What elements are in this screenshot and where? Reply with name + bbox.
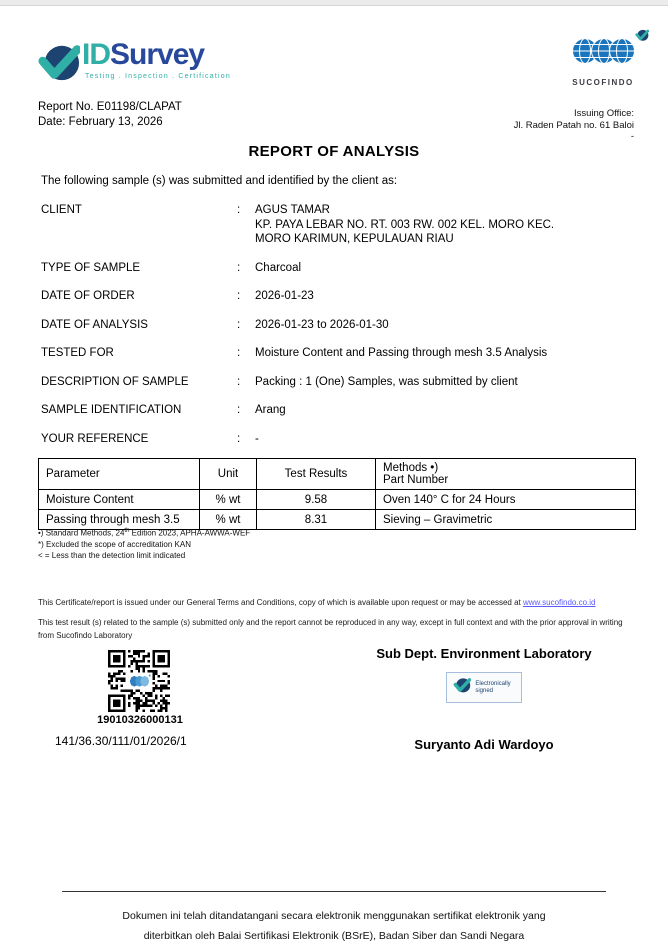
cell-method: Oven 140° C for 24 Hours bbox=[376, 490, 636, 510]
signed-badge-text: Electronically signed bbox=[475, 680, 511, 694]
field-label: DATE OF ORDER bbox=[41, 290, 135, 302]
cell-method: Sieving – Gravimetric bbox=[376, 510, 636, 530]
footnote-detection-limit: < = Less than the detection limit indicated bbox=[38, 550, 186, 560]
field-label: TESTED FOR bbox=[41, 347, 114, 359]
field-value: Moisture Content and Passing through mesh 3.5 Analysis bbox=[255, 347, 548, 359]
qr-code bbox=[55, 650, 225, 712]
field-colon: : bbox=[237, 318, 241, 331]
idsurvey-logo bbox=[38, 40, 231, 89]
footnote-standard-methods: •) Standard Methods, 24th Edition 2023, APHA-AWWA-WEF bbox=[38, 528, 251, 538]
field-colon: : bbox=[237, 432, 241, 445]
terms-paragraph-2: This test result (s) related to the sample (s) submitted only and the report cannot be reproduced in any way, except in full context and with the prior approval in writing from Sucofindo Laboratory bbox=[38, 617, 623, 640]
footer-text-line2: diterbitkan oleh Balai Sertifikasi Elektronik (BSrE), Badan Siber dan Sandi Negara bbox=[143, 930, 525, 942]
field-client bbox=[41, 203, 633, 247]
table-footnotes bbox=[38, 526, 250, 561]
field-colon: : bbox=[237, 404, 241, 416]
footer-text-line1: Dokumen ini telah ditandatangani secara elektronik menggunakan sertifikat elektronik yang bbox=[122, 910, 546, 922]
field-label: DATE OF ANALYSIS bbox=[41, 318, 148, 331]
field-value: Arang bbox=[255, 404, 286, 416]
issuing-office-address: Jl. Raden Patah no. 61 Baloi bbox=[513, 119, 634, 131]
header-test-results: Test Results bbox=[257, 459, 376, 490]
field-label: CLIENT bbox=[41, 204, 82, 216]
footer-divider bbox=[62, 891, 606, 892]
signer-name: Suryanto Adi Wardoyo bbox=[414, 737, 554, 752]
header-unit: Unit bbox=[200, 459, 257, 490]
table-row bbox=[39, 490, 636, 510]
signature-block bbox=[334, 646, 634, 752]
field-date-of-analysis bbox=[41, 318, 633, 333]
field-tested-for bbox=[41, 346, 633, 361]
field-label: DESCRIPTION OF SAMPLE bbox=[41, 375, 189, 388]
signature-department: Sub Dept. Environment Laboratory bbox=[376, 646, 592, 661]
field-value: 2026-01-23 to 2026-01-30 bbox=[255, 318, 389, 331]
issuing-office bbox=[514, 108, 634, 143]
field-value: AGUS TAMAR KP. PAYA LEBAR NO. RT. 003 RW. 002 KEL. MORO KEC. MORO KARIMUN, KEPULAUAN RIAU bbox=[255, 204, 555, 245]
results-table bbox=[38, 458, 636, 530]
cell-parameter: Passing through mesh 3.5 bbox=[39, 510, 200, 530]
field-label: TYPE OF SAMPLE bbox=[41, 261, 141, 274]
field-colon: : bbox=[237, 204, 241, 216]
sucofindo-logo bbox=[563, 32, 643, 87]
terms-paragraph-1: This Certificate/report is issued under our General Terms and Conditions, copy of which is available upon request or may be accessed at www.sucofindo.co.id bbox=[38, 598, 596, 607]
sucofindo-globes-icon bbox=[570, 59, 636, 76]
cell-unit: % wt bbox=[200, 490, 257, 510]
field-value: Charcoal bbox=[255, 261, 302, 274]
sucofindo-link[interactable]: www.sucofindo.co.id bbox=[523, 598, 596, 607]
field-colon: : bbox=[237, 347, 241, 359]
report-reference-number: 141/36.30/111/01/2026/1 bbox=[55, 734, 187, 748]
field-description-of-sample bbox=[41, 375, 633, 390]
cell-unit: % wt bbox=[200, 510, 257, 530]
idsurvey-tagline: Testing . Inspection . Certification bbox=[85, 73, 231, 80]
signed-check-icon bbox=[453, 676, 471, 699]
report-number: Report No. E01198/CLAPAT bbox=[38, 101, 182, 113]
sample-fields bbox=[41, 203, 633, 460]
idsurvey-wordmark: IDSurvey bbox=[82, 38, 205, 71]
report-date: Date: February 13, 2026 bbox=[38, 115, 163, 128]
field-value: - bbox=[255, 432, 259, 445]
electronically-signed-badge bbox=[446, 672, 521, 703]
header-parameter: Parameter bbox=[39, 459, 200, 490]
field-colon: : bbox=[237, 261, 241, 274]
page-top-edge bbox=[0, 0, 668, 6]
field-type-of-sample bbox=[41, 261, 633, 276]
field-label: YOUR REFERENCE bbox=[41, 432, 149, 445]
report-meta bbox=[38, 100, 182, 129]
field-your-reference bbox=[41, 432, 633, 447]
field-label: SAMPLE IDENTIFICATION bbox=[41, 404, 182, 416]
sucofindo-wordmark: SUCOFINDO bbox=[572, 78, 634, 87]
header-methods: Methods •) Part Number bbox=[376, 459, 636, 490]
qr-block bbox=[55, 650, 225, 748]
footnote-accreditation: *) Excluded the scope of accreditation KAN bbox=[38, 539, 191, 549]
field-sample-identification bbox=[41, 403, 633, 418]
terms-section bbox=[38, 596, 634, 649]
sucofindo-mini-check-icon bbox=[635, 28, 649, 42]
issuing-office-line3: - bbox=[630, 131, 634, 142]
field-date-of-order bbox=[41, 289, 633, 304]
cell-result: 8.31 bbox=[257, 510, 376, 530]
field-colon: : bbox=[237, 375, 241, 388]
page-title: REPORT OF ANALYSIS bbox=[248, 143, 420, 160]
field-value: Packing : 1 (One) Samples, was submitted by client bbox=[255, 375, 518, 388]
field-value: 2026-01-23 bbox=[255, 290, 314, 302]
cell-parameter: Moisture Content bbox=[39, 490, 200, 510]
intro-text: The following sample (s) was submitted and identified by the client as: bbox=[41, 175, 398, 187]
idsurvey-check-icon bbox=[38, 40, 80, 89]
cell-result: 9.58 bbox=[257, 490, 376, 510]
qr-number: 19010326000131 bbox=[97, 714, 183, 726]
table-header-row bbox=[39, 459, 636, 490]
field-colon: : bbox=[237, 290, 241, 302]
issuing-office-label: Issuing Office: bbox=[573, 108, 634, 119]
